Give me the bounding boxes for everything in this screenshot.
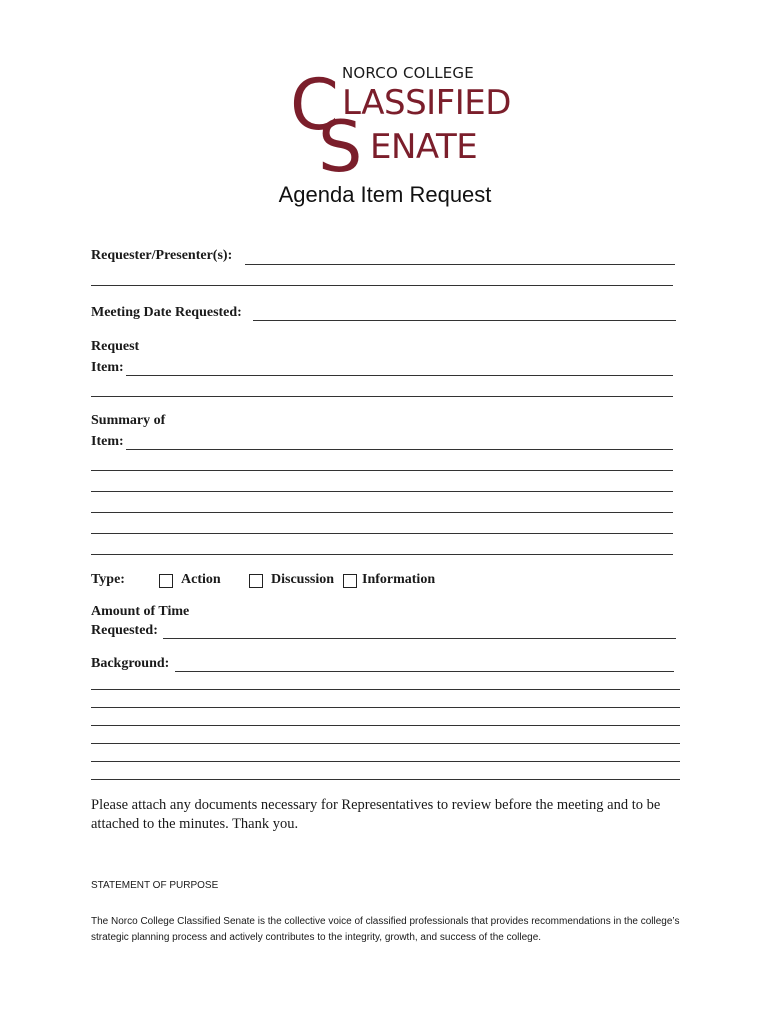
requester-line-2[interactable] <box>91 285 673 286</box>
meeting-date-line[interactable] <box>253 320 676 321</box>
amount-time-label-2: Requested: <box>91 623 158 638</box>
attach-documents-note: Please attach any documents necessary for Representatives to review before the meeting and to be attached to the minutes. Thank you. <box>91 797 661 832</box>
background-line-6[interactable] <box>91 761 680 762</box>
background-line-1[interactable] <box>175 671 674 672</box>
type-label: Type: <box>91 572 125 587</box>
amount-time-label-1: Amount of Time <box>91 604 190 619</box>
statement-body: The Norco College Classified Senate is the collective voice of classified professionals that provides recommendations in the college’s strategic planning process and actively contributes to the integrity, growth, and success of the college. <box>91 916 680 943</box>
meeting-date-label: Meeting Date Requested: <box>91 305 242 320</box>
logo-cap-c: C <box>290 64 339 146</box>
summary-line-3[interactable] <box>91 491 673 492</box>
background-label: Background: <box>91 656 170 671</box>
summary-line-2[interactable] <box>91 470 673 471</box>
page-title: Agenda Item Request <box>278 182 492 207</box>
request-item-label-1: Request <box>91 339 140 354</box>
logo-word-senate: ENATE <box>370 127 478 167</box>
background-line-4[interactable] <box>91 725 680 726</box>
summary-line-6[interactable] <box>91 554 673 555</box>
action-option-label: Action <box>181 572 221 587</box>
information-option-label: Information <box>362 572 436 587</box>
requester-label: Requester/Presenter(s): <box>91 248 233 263</box>
statement-heading: STATEMENT OF PURPOSE <box>91 880 219 891</box>
summary-line-4[interactable] <box>91 512 673 513</box>
discussion-option-label: Discussion <box>271 572 335 587</box>
classified-senate-logo <box>290 64 511 188</box>
amount-time-line[interactable] <box>163 638 676 639</box>
request-item-line-2[interactable] <box>91 396 673 397</box>
summary-line-1[interactable] <box>126 449 673 450</box>
requester-line[interactable] <box>245 264 675 265</box>
information-checkbox[interactable] <box>343 574 357 588</box>
background-line-3[interactable] <box>91 707 680 708</box>
logo-word-classified: LASSIFIED <box>342 83 511 123</box>
background-line-7[interactable] <box>91 779 680 780</box>
summary-label-1: Summary of <box>91 413 166 428</box>
discussion-checkbox[interactable] <box>249 574 263 588</box>
logo-college-name: NORCO COLLEGE <box>342 64 474 82</box>
action-checkbox[interactable] <box>159 574 173 588</box>
summary-line-5[interactable] <box>91 533 673 534</box>
request-item-line[interactable] <box>126 375 673 376</box>
summary-label-2: Item: <box>91 434 124 449</box>
request-item-label-2: Item: <box>91 360 124 375</box>
logo-cap-s: S <box>318 106 363 188</box>
background-line-2[interactable] <box>91 689 680 690</box>
background-line-5[interactable] <box>91 743 680 744</box>
